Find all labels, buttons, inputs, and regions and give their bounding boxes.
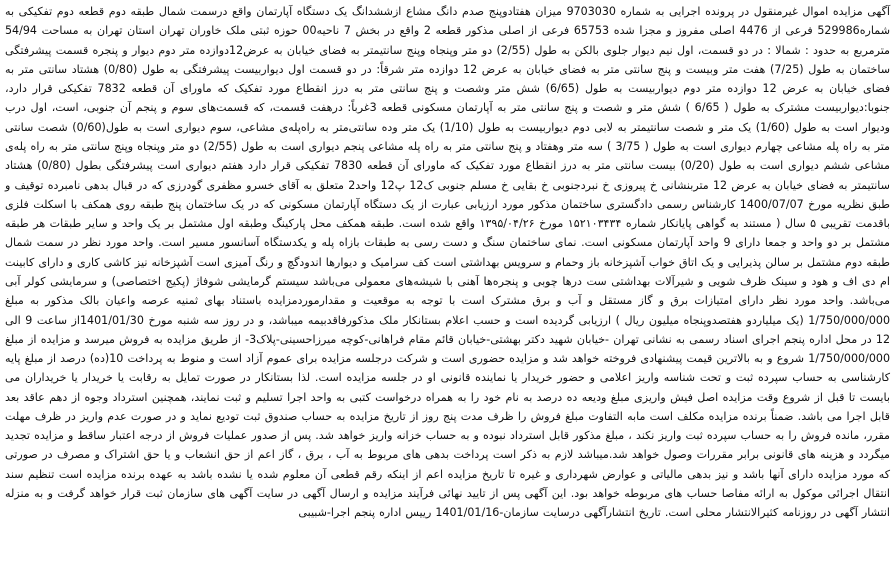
- auction-notice-text: آگهی مزایده اموال غیرمنقول در پرونده اجرایی به شماره 9703030 میزان هفتادوپنج صدم دانگ مشاع ازششدانگ یک دستگاه آپارتمان واقع درسمت شمال طبقه دوم قطعه دوم تفکیکی به شماره529986 فرعی از 4476 اصلی مفروز و مجزا شده 65753 فرعی از اصلی مذکور قطعه 2 واقع در بخش 7 ناحیه00 حوزه ثبتی ملک خاوران تهران استان تهران به مساحت 54/94 مترمربع به حدود : شمالا : در دو قسمت، اول نیم دیوار جلوی بالکن به طول (2/55) دو متر وپنجاه وپنج سانتیمتر به فضای خیابان به عرض12دوازده متر دوم دیوار و پنجره قسمت پیشرفتگی ساختمان به طول (7/25) هفت متر وبیست و پنج سانتی متر به فضای خیابان به عرض 12 دوازده متر شرقاً: در دو قسمت اول دیواربیست پیشرفتگی به طول (0/80) هشتاد سانتی متر به فضای خیابان به عرض 12 دوازده متر دوم دیواربیست به طول (6/65) شش متر وشصت و پنج سانتی متر به درز انقطاع مورد تفکیک که ماورای آن قطعه 7832 تفکیکی قرار دارد، جنوبا:دیواربیست مشترک به طول ( 6/65 ) شش متر و شصت و پنج سانتی متر به آپارتمان مسکونی قطعه 3غرباً: درهفت قسمت، که قسمت‌های سوم و پنجم آن جنوبی، است، اول درب ودیوار است به طول (1/60) یک متر و شصت سانتیمتر به لابی دوم دیواربیست به طول (1/10) یک متر وده سانتی‌متر به راه‌پله‌ی مشاعی، سوم دیواری است به طول(0/60) شصت سانتی متر به راه پله مشاعی چهارم دیواری است به طول ( 3/75 ) سه متر وهفتاد و پنج سانتی متر به راه پله مشاعی پنجم دیواری است به طول (2/55) دو متر وپنجاه وپنج سانتی متر به راه پله‌ی مشاعی ششم دیواری است به طول (0/20) بیست سانتی متر به درز انقطاع مورد تفکیک که ماورای آن قطعه 7830 تفکیکی قرار دارد هفتم دیواری است پیشرفتگی بطول (0/80) هشتاد سانتیمتر به فضای خیابان به عرض 12 متربنشانی خ پیروزی خ نبردجنوبی خ بقایی خ مسلم جنوبی ک12 پ12 واحد2 متعلق به آقای خسرو مظفری گودرزی که در قبال بدهی نامبرده توقیف و طبق نظریه مورخ 1400/07/07 کارشناس رسمی دادگستری ساختمان مذکور مورد ارزیابی عبارت از یک دستگاه آپارتمان مسکونی که در یک ساختمان پنج طبقه روی همکف با اسکلت فلزی باقدمت تقریبی ۵ سال ( مستند به گواهی پایانکار شماره ۱۵۲۱۰۳۴۳۴ مورخ ۱۳۹۵/۰۴/۲۶ واقع شده است. طبقه همکف محل پارکینگ وطبقه اول مشتمل بر یک واحد و سایر طبقات هر طبقه مشتمل بر دو واحد و جمعا دارای 9 واحد آپارتمان مسکونی است. نمای ساختمان سنگ و دست رسی به طبقات بازاه پله و یکدستگاه آسانسور مسیر است. واحد مورد نظر در سمت شمال طبقه دوم مشتمل بر سالن پذیرایی و یک اتاق خواب آشپزخانه باز وحمام و سرویس بهداشتی است کف سرامیک و دیوارها اندودگچ و رنگ آمیزی است آشپزخانه نیز کاشی کاری و دارای کابینت ام دی اف و هود و سینک ظرف شویی و شیرآلات بهداشتی ست درها چوبی و پنجره‌ها آهنی با شیشه‌های معمولی می‌باشد سیستم گرمایشی شوفاژ (پکیج اختصاصی) و سرمایشی کولر آبی می‌باشد. واحد مورد نظر دارای امتیازات برق و گاز مستقل و آب و برق مشترک است با توجه به موقعیت و مقدارموردمزایده باستناد بهای ثمنیه عرصه واعیان بالک مذکور به مبلغ 1/750/000/000 (یک میلیاردو هفتصدوپنجاه میلیون ریال ) ارزیابی گردیده است و حسب اعلام بستانکار ملک مذکورفاقدبیمه میباشد، و در روز سه شنبه مورخ 1401/01/30از ساعت 9 الی 12 در محل اداره پنجم اجرای اسناد رسمی به نشانی تهران -خیابان شهید دکتر بهشتی-خیابان قائم مقام فراهانی-کوچه میرزاحسینی-پلاک3- از طریق مزایده به فروش میرسد و مزایده از مبلغ 1/750/000/000 شروع و به بالاترین قیمت پیشنهادی فروخته خواهد شد و مزایده حضوری است و شرکت درجلسه مزایده برای عموم آزاد است و منوط به پرداخت 10(ده) درصد از مبلغ پایه کارشناسی به حساب سپرده ثبت و تحت شناسه واریز اعلامی و حضور خریدار یا نماینده قانونی او در جلسه مزایده است. لذا بستانکار در صورت تمایل به رقابت یا خریدار یا خریداران می بایست تا قبل از شروع وقت مزایده اصل فیش واریزی مبلغ ودیعه ده درصد به نام خود را به همراه درخواست کتبی به واحد اجرا تسلیم و ثبت نمایند، همچنین استرداد وجوه از دهم عاقد بعد قابل اجرا می باشد. ضمناً برنده مزایده مکلف است مابه التفاوت مبلغ فروش را ظرف مدت پنج روز از تاریخ مزایده به حساب صندوق ثبت تودیع نماید و در صورت عدم واریز در ظرف مهلت مقرر، مانده فروش را به حساب سپرده ثبت واریز نکند ، مبلغ مذکور قابل استرداد نبوده و به حساب خزانه واریز خواهد شد. پس از صدور عملیات فروش از درجه اعتبار ساقط و مزایده تجدید میگردد و هزینه های قانونی برابر مقررات وصول خواهد شد.میباشد لازم به ذکر است پرداخت بدهی های مربوط به آب ، برق ، گاز اعم از حق انشعاب و یا حق اشتراک و مصرف در صورتی که مورد مزایده دارای آنها باشد و نیز بدهی مالیاتی و عوارض شهرداری و غیره تا تاریخ مزایده اعم از اینکه رقم قطعی آن معلوم شده یا نشده باشد به عهده برنده مزایده است تنظیم سند انتقال اجرائی موکول به ارائه مفاصا حساب های مربوطه خواهد بود. این آگهی پس از تایید نهائی فرآیند مزایده و ارسال آگهی در سایت آگهی های سازمان ثبت قرار خواهد گرفت و به منزله انتشار آگهی در روزنامه کثیرالانتشار محلی است. تاریخ انتشارآگهی درسایت سازمان-1401/01/16 رییس اداره پنجم اجرا-شبیبی: [5, 5, 891, 520]
